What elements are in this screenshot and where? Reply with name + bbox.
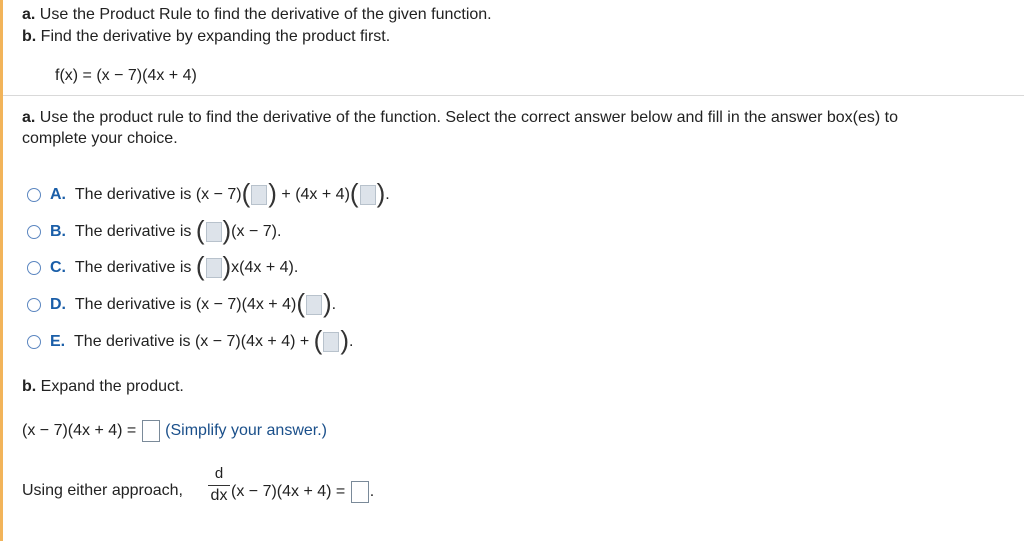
paren-close: ) <box>322 288 332 318</box>
option-e-answer-box[interactable] <box>323 332 339 352</box>
option-d-suffix: . <box>331 296 337 314</box>
part-a-prompt <box>22 108 898 128</box>
option-a-mid: + (4x + 4) <box>276 186 350 204</box>
paren-open: ( <box>195 251 205 281</box>
final-text: Using either approach, <box>22 482 183 499</box>
expand-row <box>22 420 327 442</box>
instruction-a-text: Use the Product Rule to find the derivative of the given function. <box>35 6 492 23</box>
option-b[interactable] <box>50 215 282 245</box>
instruction-b-text: Find the derivative by expanding the product first. <box>36 28 391 45</box>
option-e-radio[interactable] <box>27 335 41 349</box>
option-a-answer-box-1[interactable] <box>251 185 267 205</box>
final-expr-row <box>231 481 374 503</box>
final-expr: (x − 7)(4x + 4) = <box>231 483 346 501</box>
paren-close: ) <box>222 215 232 245</box>
option-b-radio[interactable] <box>27 225 41 239</box>
option-a-suffix: . <box>385 186 390 204</box>
option-d[interactable] <box>50 288 337 318</box>
option-d-answer-box[interactable] <box>306 295 322 315</box>
part-b-prompt <box>22 377 184 397</box>
paren-open: ( <box>296 288 305 318</box>
option-e-letter: E. <box>50 333 66 351</box>
part-a-letter: a. <box>22 109 36 126</box>
paren-close: ) <box>376 178 386 208</box>
option-d-prefix: The derivative is (x − 7)(4x + 4) <box>74 296 297 314</box>
simplify-note: (Simplify your answer.) <box>165 422 327 440</box>
paren-open: ( <box>313 325 323 355</box>
section-divider <box>3 95 1024 96</box>
option-b-letter: B. <box>50 223 66 241</box>
instruction-a <box>22 5 492 25</box>
paren-open: ( <box>241 178 251 208</box>
option-e[interactable] <box>50 325 354 355</box>
option-a-letter: A. <box>50 186 66 204</box>
option-d-radio[interactable] <box>27 298 41 312</box>
part-a-prompt-line2: complete your choice. <box>22 130 178 147</box>
option-b-prefix: The derivative is <box>74 223 196 241</box>
instruction-b <box>22 27 390 47</box>
fraction-bar <box>208 485 230 486</box>
part-a-prompt-line1: Use the product rule to find the derivative of the function. Select the correct answer below and fill in the answer box(es) to <box>35 109 899 126</box>
left-accent-bar <box>0 0 3 541</box>
option-d-letter: D. <box>50 296 66 314</box>
option-b-answer-box[interactable] <box>206 222 222 242</box>
option-c[interactable] <box>50 251 299 281</box>
option-e-prefix: The derivative is (x − 7)(4x + 4) + <box>74 333 314 351</box>
option-a-prefix: The derivative is (x − 7) <box>74 186 242 204</box>
paren-close: ) <box>268 178 277 208</box>
part-b-letter: b. <box>22 378 37 395</box>
option-a[interactable] <box>50 178 390 208</box>
paren-open: ( <box>349 178 359 208</box>
option-a-answer-box-2[interactable] <box>360 185 376 205</box>
expand-answer-input[interactable] <box>142 420 160 442</box>
paren-open: ( <box>195 215 205 245</box>
function-expression: f(x) = (x − 7)(4x + 4) <box>55 67 197 84</box>
option-c-letter: C. <box>50 259 66 277</box>
final-answer-input[interactable] <box>351 481 369 503</box>
instruction-b-letter: b. <box>22 28 37 45</box>
final-period: . <box>369 483 375 501</box>
option-c-answer-box[interactable] <box>206 258 222 278</box>
d-denominator: dx <box>210 487 228 504</box>
part-b-prompt-text: Expand the product. <box>36 378 184 395</box>
instruction-a-letter: a. <box>22 6 36 23</box>
option-e-suffix: . <box>349 333 354 351</box>
paren-close: ) <box>222 251 232 281</box>
option-c-radio[interactable] <box>27 261 41 275</box>
option-c-prefix: The derivative is <box>74 259 196 277</box>
option-c-suffix: x(4x + 4). <box>231 259 299 277</box>
option-a-radio[interactable] <box>27 188 41 202</box>
option-b-suffix: (x − 7). <box>231 223 282 241</box>
expand-lhs: (x − 7)(4x + 4) = <box>22 422 137 440</box>
paren-close: ) <box>340 325 350 355</box>
d-numerator: d <box>214 465 224 482</box>
